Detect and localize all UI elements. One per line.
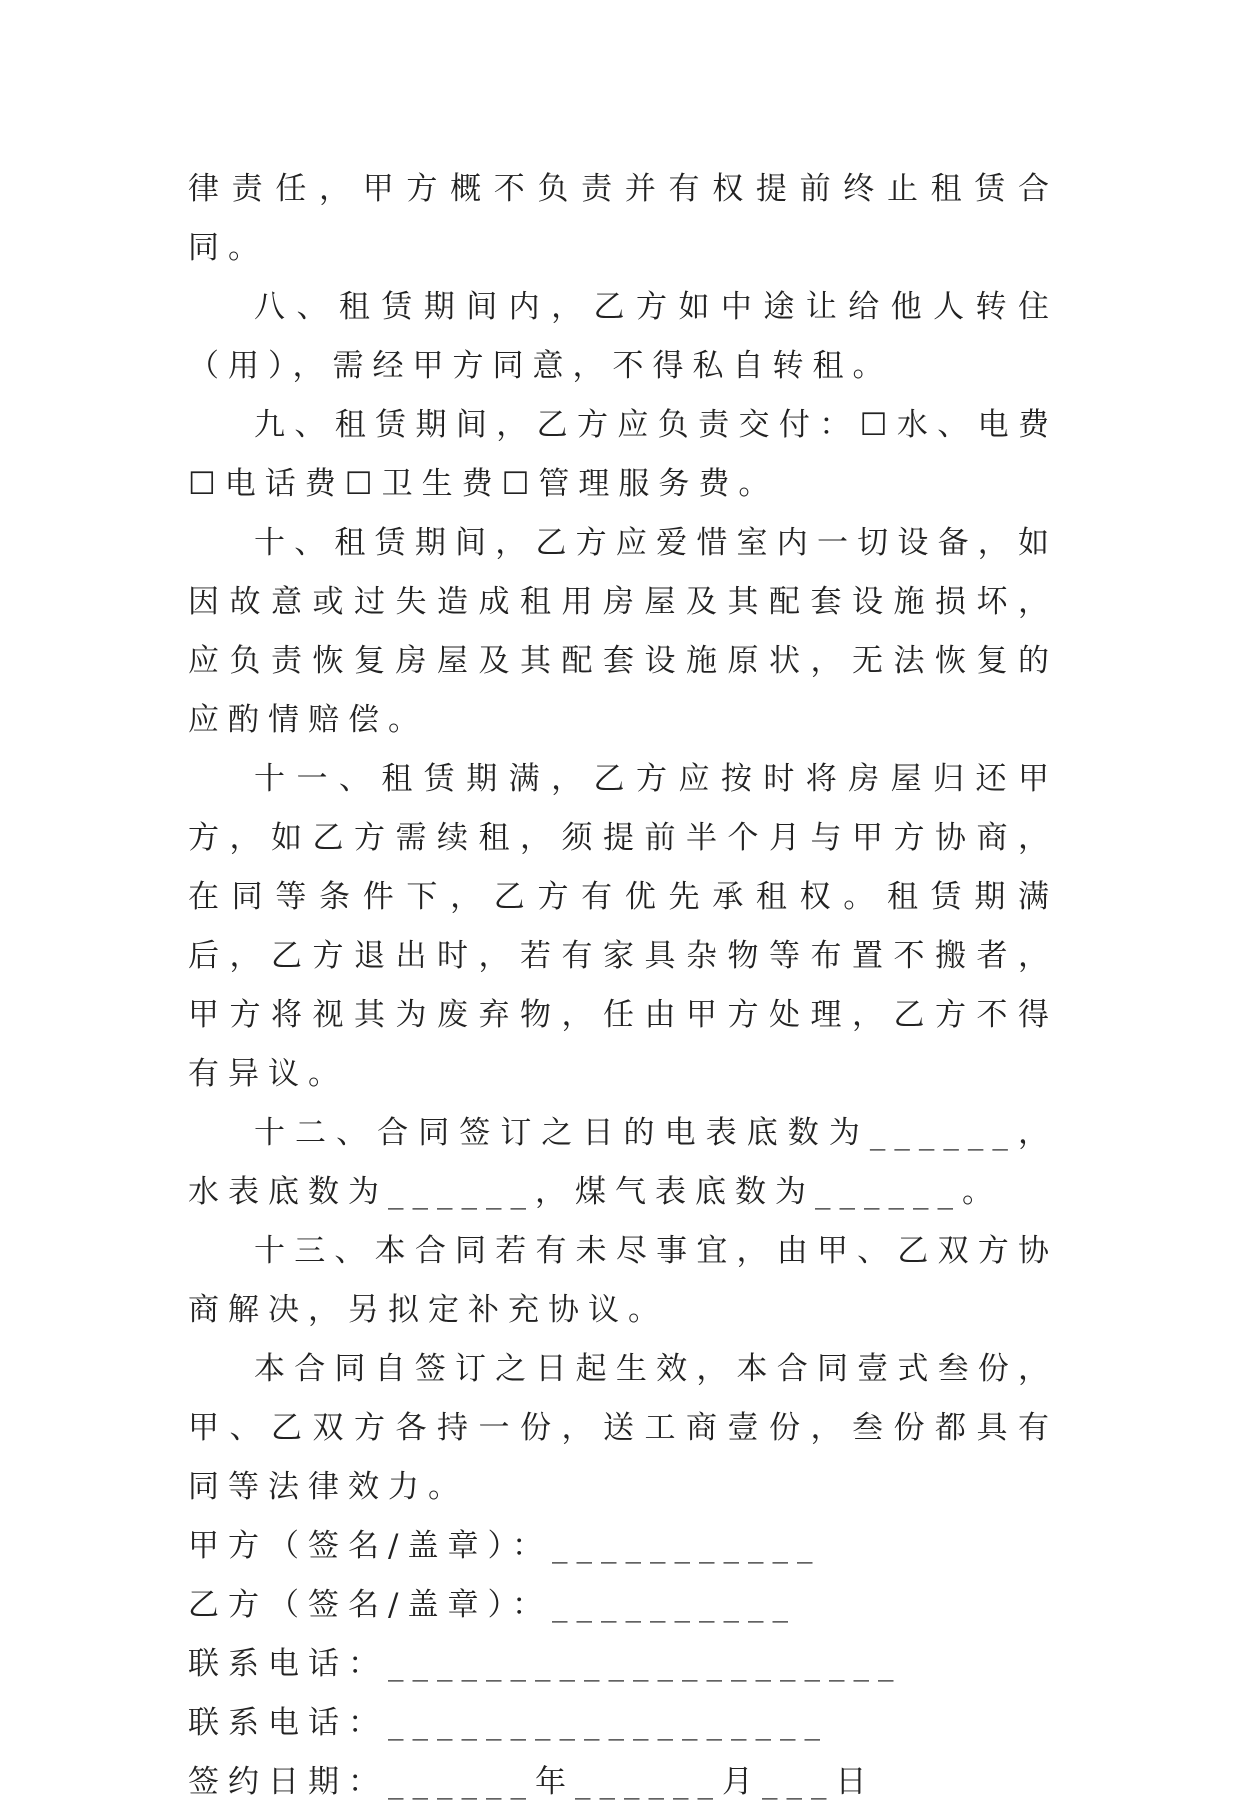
clause-11: 十一、租赁期满，乙方应按时将房屋归还甲方，如乙方需续租，须提前半个月与甲方协商，在同等条件下，乙方有优先承租权。租赁期满后，乙方退出时，若有家具杂物等布置不搬者，甲方将视其为废弃物，任由甲方处理，乙方不得有异议。 — [188, 761, 1058, 1092]
party-b-signature-line: 乙方（签名/盖章）：__________ — [188, 1587, 797, 1623]
contract-body — [188, 160, 1058, 1812]
phone-line-2: 联系电话：__________________ — [188, 1705, 829, 1741]
clause-13: 十三、本合同若有未尽事宜，由甲、乙双方协商解决，另拟定补充协议。 — [188, 1233, 1058, 1328]
clause-10: 十、租赁期间，乙方应爱惜室内一切设备，如因故意或过失造成租用房屋及其配套设施损坏，应负责恢复房屋及其配套设施原状，无法恢复的应酌情赔偿。 — [188, 525, 1058, 738]
sign-date-line: 签约日期：______年______月___日 — [188, 1764, 876, 1800]
effective-clause: 本合同自签订之日起生效，本合同壹式叁份，甲、乙双方各持一份，送工商壹份，叁份都具有同等法律效力。 — [188, 1351, 1058, 1505]
clause-8: 八、租赁期间内，乙方如中途让给他人转住（用），需经甲方同意，不得私自转租。 — [188, 289, 1058, 384]
party-a-signature-line: 甲方（签名/盖章）：___________ — [188, 1528, 822, 1564]
phone-line-1: 联系电话：_____________________ — [188, 1646, 903, 1682]
paragraph-continuation: 律责任，甲方概不负责并有权提前终止租赁合同。 — [188, 171, 1058, 266]
clause-9: 九、租赁期间，乙方应负责交付：☐水、电费☐电话费☐卫生费☐管理服务费。 — [188, 407, 1058, 502]
clause-12: 十二、合同签订之日的电表底数为______，水表底数为______，煤气表底数为______。 — [188, 1115, 1058, 1210]
